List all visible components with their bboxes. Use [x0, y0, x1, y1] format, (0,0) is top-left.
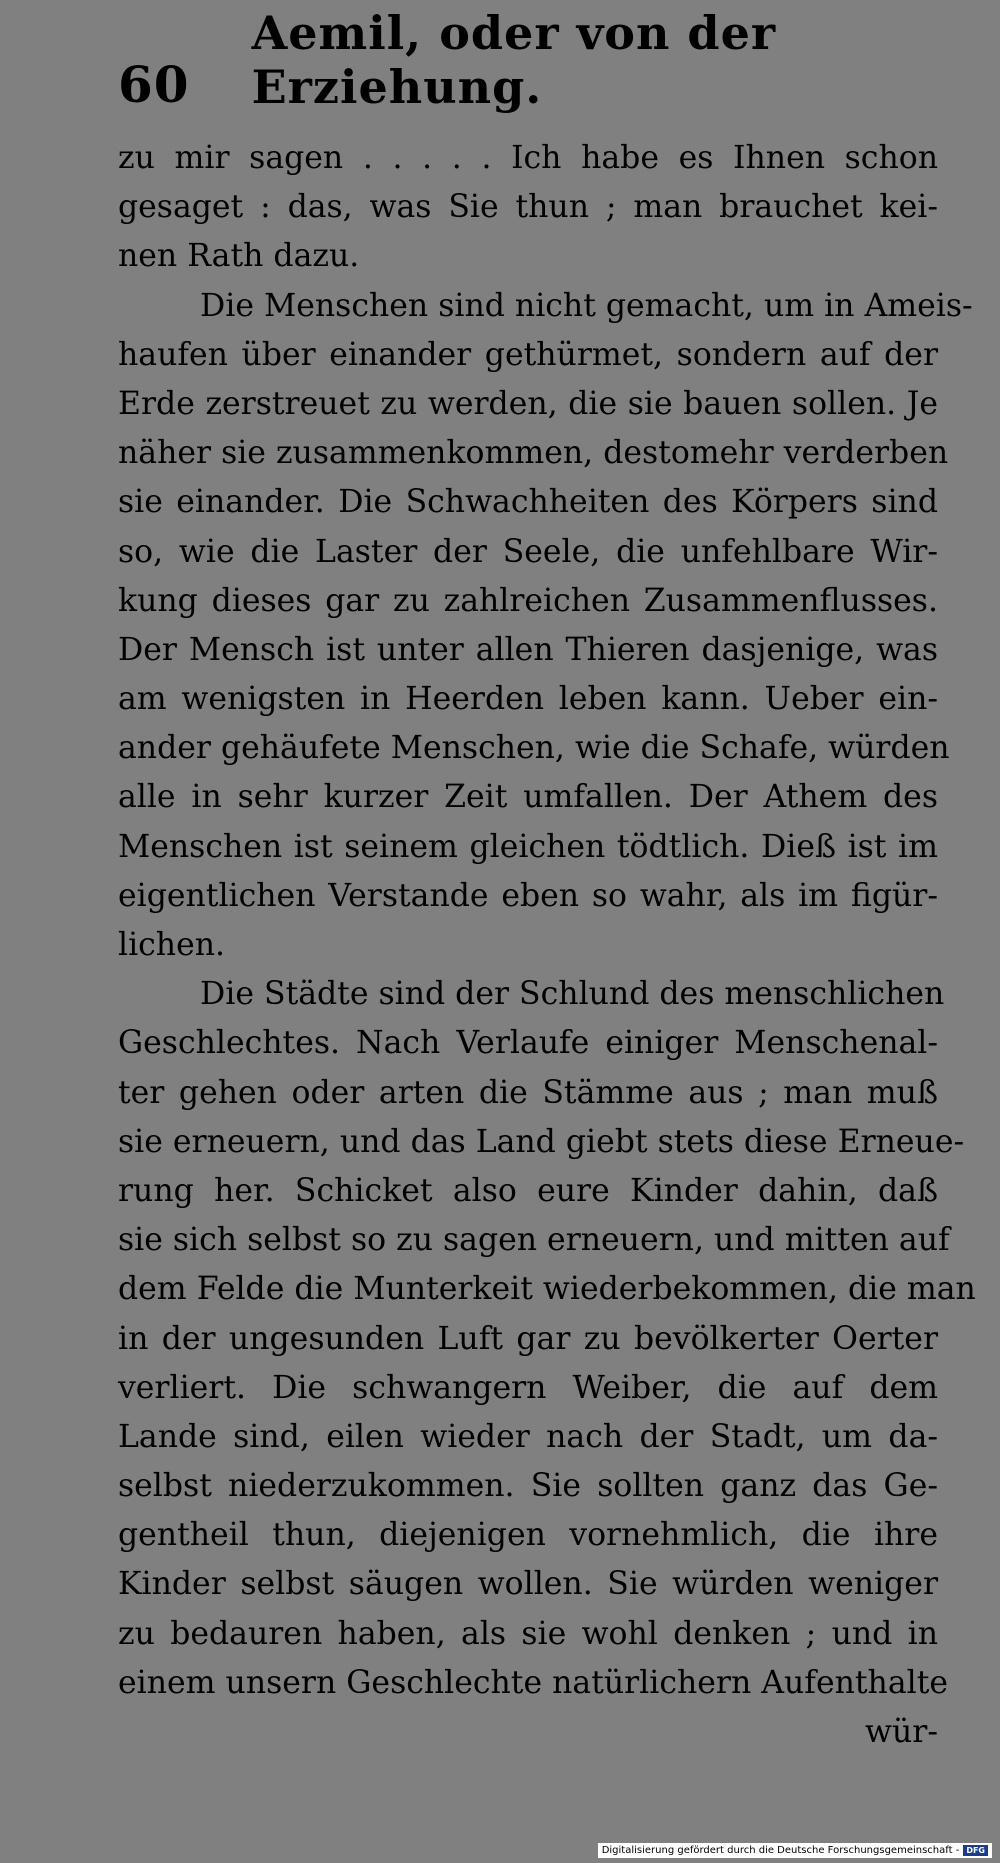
- text-line: gentheil thun, diejenigen vornehmlich, die ihre: [118, 1517, 938, 1554]
- text-line: verliert. Die schwangern Weiber, die auf dem: [118, 1369, 938, 1406]
- text-line: am wenigsten in Heerden leben kann. Ueber ein-: [118, 681, 938, 718]
- text-line: Geschlechtes. Nach Verlaufe einiger Menschenal-: [118, 1025, 938, 1062]
- text-line: ter gehen oder arten die Stämme aus ; man muß: [118, 1074, 938, 1111]
- text-line: Menschen ist seinem gleichen tödtlich. Dieß ist im: [118, 828, 938, 865]
- credit-text: Digitalisierung gefördert durch die Deutsche Forschungsgemeinschaft -: [601, 1845, 960, 1856]
- text-line: sie erneuern, und das Land giebt stets diese Erneue-: [118, 1123, 965, 1160]
- text-line: selbst niederzukommen. Sie sollten ganz das Ge-: [118, 1468, 938, 1505]
- text-line: einem unsern Geschlechte natürlichern Aufenthalte: [118, 1664, 948, 1701]
- text-line: Erde zerstreuet zu werden, die sie bauen sollen. Je: [118, 385, 938, 422]
- text-line: sie sich selbst so zu sagen erneuern, und mitten auf: [118, 1222, 950, 1259]
- page-header: [118, 6, 938, 114]
- text-line: lichen.: [118, 927, 226, 963]
- text-line: Lande sind, eilen wieder nach der Stadt, um da-: [118, 1418, 938, 1455]
- text-line: nen Rath dazu.: [118, 238, 360, 275]
- text-line: ander gehäufete Menschen, wie die Schafe, würden: [118, 730, 950, 767]
- text-line: gesaget : das, was Sie thun ; man brauchet kei-: [118, 189, 938, 226]
- text-line: Der Mensch ist unter allen Thieren dasjenige, was: [118, 631, 938, 668]
- text-line: eigentlichen Verstande eben so wahr, als im figür-: [118, 877, 938, 914]
- digitization-credit: [598, 1843, 992, 1858]
- text-line: Die Menschen sind nicht gemacht, um in Ameis-: [200, 287, 973, 324]
- body-text: [118, 134, 976, 1757]
- text-line: haufen über einander gethürmet, sondern auf der: [118, 336, 938, 373]
- text-line: rung her. Schicket also eure Kinder dahin, daß: [118, 1172, 938, 1209]
- text-line: zu bedauren haben, als sie wohl denken ; und in: [118, 1615, 938, 1652]
- page-number: 60: [118, 55, 190, 114]
- dfg-logo-icon: DFG: [963, 1845, 988, 1856]
- text-line: sie einander. Die Schwachheiten des Körpers sind: [118, 484, 938, 521]
- text-line: Kinder selbst säugen wollen. Sie würden weniger: [118, 1566, 938, 1603]
- text-line: Die Städte sind der Schlund des menschlichen: [200, 976, 945, 1013]
- text-line: zu mir sagen . . . . . Ich habe es Ihnen schon: [118, 140, 938, 176]
- text-line: in der ungesunden Luft gar zu bevölkerter Oerter: [118, 1320, 938, 1357]
- text-line: kung dieses gar zu zahlreichen Zusammenflusses.: [118, 582, 938, 619]
- text-line: wür-: [865, 1714, 938, 1750]
- text-line: alle in sehr kurzer Zeit umfallen. Der Athem des: [118, 779, 938, 816]
- running-title: Aemil, oder von der Erziehung.: [251, 6, 777, 114]
- text-line: dem Felde die Munterkeit wiederbekommen, die man: [118, 1271, 976, 1308]
- text-line: näher sie zusammenkommen, destomehr verderben: [118, 435, 949, 472]
- text-line: so, wie die Laster der Seele, die unfehlbare Wir-: [118, 533, 938, 570]
